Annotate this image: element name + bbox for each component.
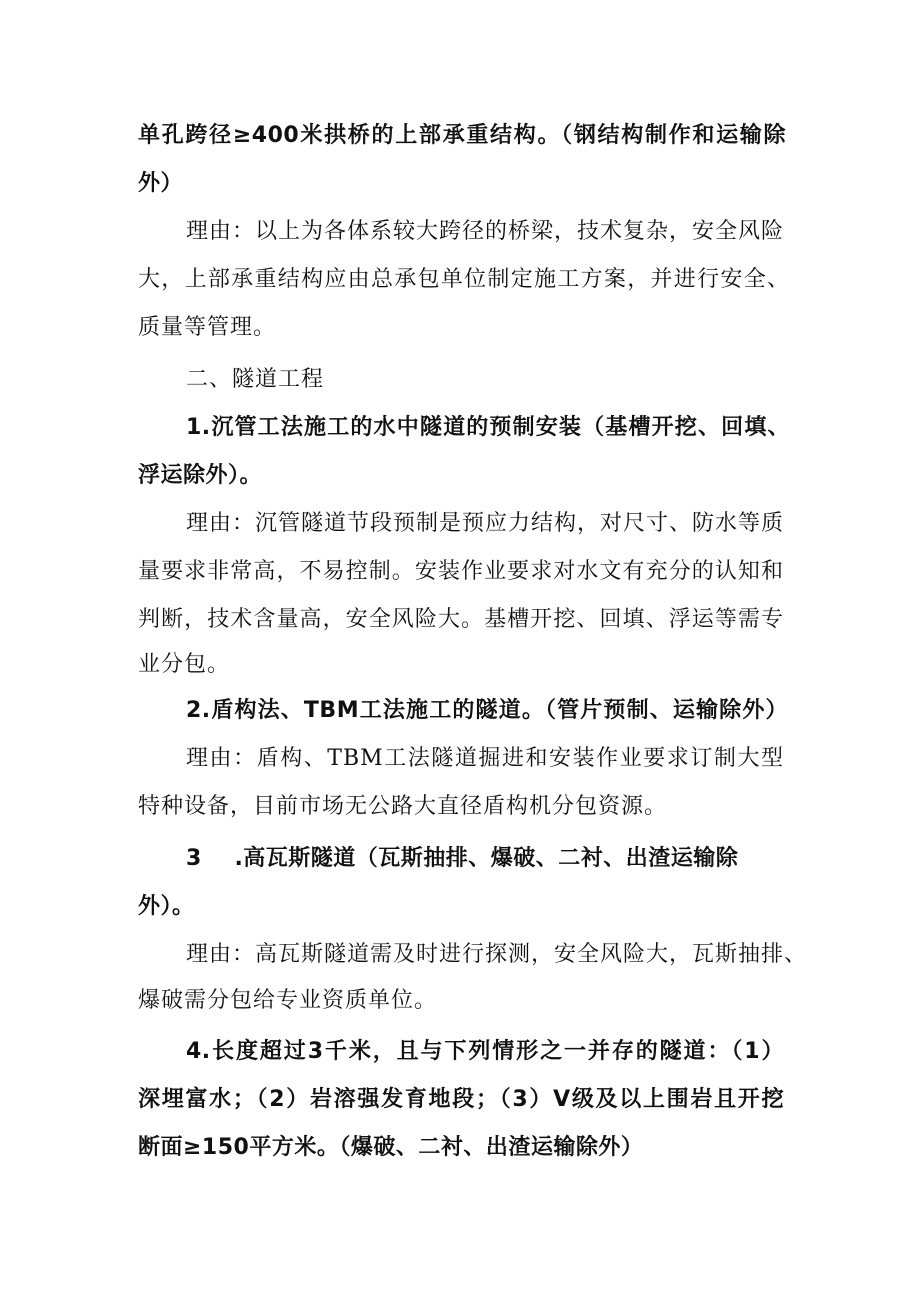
text-line: 爆破需分包给专业资质单位。 bbox=[138, 988, 438, 1013]
text-line: 理由：以上为各体系较大跨径的桥梁，技术复杂，安全风险 bbox=[186, 219, 785, 244]
text-line: 外） bbox=[138, 171, 184, 196]
text-line: 业分包。 bbox=[138, 652, 231, 677]
text-line: 大，上部承重结构应由总承包单位制定施工方案，并进行安全、 bbox=[138, 267, 790, 292]
text-line: 外）。 bbox=[138, 894, 195, 919]
text-line: 浮运除外）。 bbox=[138, 463, 263, 488]
text-line: 2.盾构法、TBM工法施工的隧道。（管片预制、运输除外） bbox=[186, 698, 788, 723]
text-line: 量要求非常高，不易控制。安装作业要求对水文有充分的认知和 bbox=[138, 559, 784, 584]
text-line: 判断，技术含量高，安全风险大。基槽开挖、回填、浮运等需专 bbox=[138, 607, 784, 632]
text-line: 单孔跨径≥400米拱桥的上部承重结构。（钢结构制作和运输除 bbox=[138, 123, 786, 148]
text-line: 理由：沉管隧道节段预制是预应力结构，对尺寸、防水等质 bbox=[186, 511, 785, 536]
text-line: 理由：盾构、TBM工法隧道掘进和安装作业要求订制大型 bbox=[186, 746, 784, 771]
text-line: 1.沉管工法施工的水中隧道的预制安装（基槽开挖、回填、 bbox=[186, 415, 790, 440]
text-line: 质量等管理。 bbox=[138, 315, 277, 340]
text-line: 4.长度超过3千米，且与下列情形之一并存的隧道：（1） bbox=[186, 1039, 784, 1064]
section-heading: 二、隧道工程 bbox=[186, 367, 325, 392]
text-line: 理由：高瓦斯隧道需及时进行探测，安全风险大，瓦斯抽排、 bbox=[186, 942, 808, 967]
text-line: 深埋富水；（2）岩溶强发育地段；（3）V级及以上围岩且开挖 bbox=[138, 1087, 784, 1112]
text-line: 3 .高瓦斯隧道（瓦斯抽排、爆破、二衬、出渣运输除 bbox=[186, 846, 739, 871]
text-line: 断面≥150平方米。（爆破、二衬、出渣运输除外） bbox=[138, 1135, 644, 1160]
text-line: 特种设备，目前市场无公路大直径盾构机分包资源。 bbox=[138, 794, 668, 819]
